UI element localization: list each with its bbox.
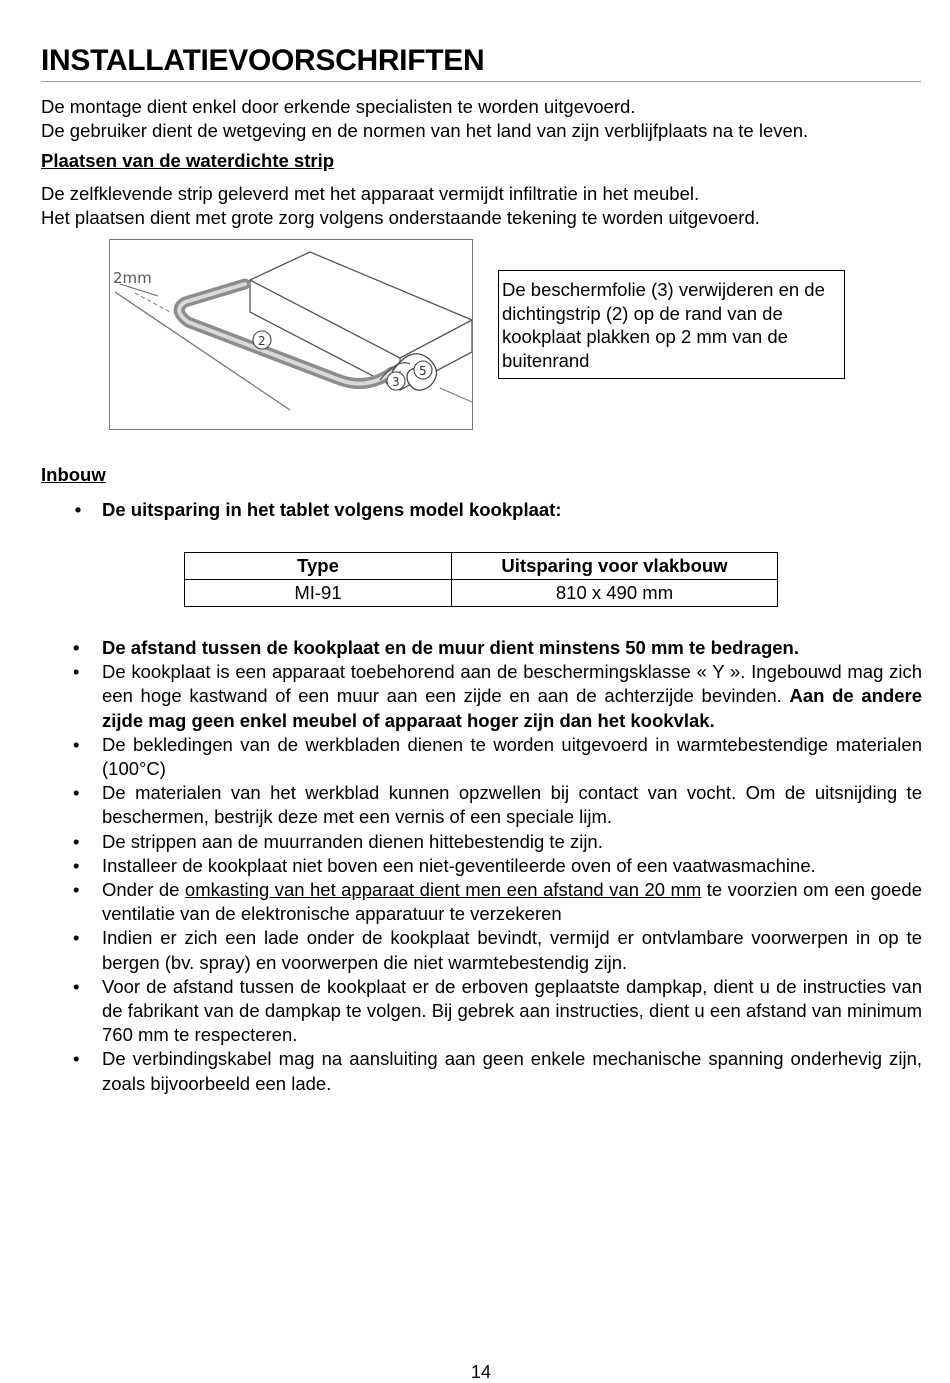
intro-line-2: De gebruiker dient de wetgeving en de normen van het land van zijn verblijfplaats na te leven. <box>41 120 809 141</box>
table-header-row <box>185 553 778 580</box>
list-item: • Indien er zich een lade onder de kookplaat bevindt, vermijd er ontvlambare voorwerpen in op te bergen (bv. spray) en voorwerpen die niet warmtebestendig zijn. <box>70 926 922 974</box>
table-row <box>185 580 778 607</box>
inbouw-heading: Inbouw <box>41 464 106 485</box>
page-number: 14 <box>470 1362 492 1382</box>
list-item <box>70 878 922 926</box>
strip-line-2: Het plaatsen dient met grote zorg volgens onderstaande tekening te worden uitgevoerd. <box>41 207 760 228</box>
label-2: 2 <box>258 334 266 348</box>
bullet-underlined-text: omkasting van het apparaat dient men een afstand van 20 mm <box>184 879 702 901</box>
lead-bullet <box>70 498 922 522</box>
strip-drawing <box>110 240 472 429</box>
lead-bullet-text: De uitsparing in het tablet volgens model kookplaat: <box>102 499 562 520</box>
strip-paragraph <box>41 182 921 230</box>
table-header-cutout: Uitsparing voor vlakbouw <box>452 553 778 580</box>
cutout-table <box>184 552 778 607</box>
strip-callout: De beschermfolie (3) verwijderen en de dichtingstrip (2) op de rand van de kookplaat plakken op 2 mm van de buitenrand <box>498 270 845 379</box>
bullet-dot: • <box>74 499 82 520</box>
strip-illustration <box>109 239 473 430</box>
installation-bullets <box>70 636 922 1096</box>
label-3: 3 <box>392 375 400 389</box>
strip-heading: Plaatsen van de waterdichte strip <box>41 150 335 171</box>
list-item: • De afstand tussen de kookplaat en de muur dient minstens 50 mm te bedragen. <box>70 636 922 660</box>
intro-paragraph <box>41 95 921 143</box>
table-header-type: Type <box>185 553 452 580</box>
bullet-text: De kookplaat is een apparaat toebehorend aan de beschermingsklasse « Y ». Ingebouwd mag zich een hoge kastwand of een muur aan een zijde en aan de achterzijde bevinden. <box>102 661 922 707</box>
bullet-bold-text: Aan de andere zijde mag geen enkel meubel of apparaat hoger zijn dan het kookvlak. <box>102 685 922 731</box>
list-item: • De verbindingskabel mag na aansluiting aan geen enkele mechanische spanning onderhevig zijn, zoals bijvoorbeeld een lade. <box>70 1047 922 1095</box>
table-cell-cutout: 810 x 490 mm <box>452 580 778 607</box>
list-item: • De strippen aan de muurranden dienen hittebestendig te zijn. <box>70 830 922 854</box>
list-item: • De bekledingen van de werkbladen dienen te worden uitgevoerd in warmtebestendige materialen (100°C) <box>70 733 922 781</box>
label-5: 5 <box>419 364 427 378</box>
list-item: • De materialen van het werkblad kunnen opzwellen bij contact van vocht. Om de uitsnijding te beschermen, bestrijk deze met een vernis of een speciale lijm. <box>70 781 922 829</box>
strip-line-1: De zelfklevende strip geleverd met het apparaat vermijdt infiltratie in het meubel. <box>41 183 700 204</box>
bullet-text: Onder de <box>102 879 185 901</box>
page-title: INSTALLATIEVOORSCHRIFTEN <box>41 44 921 82</box>
intro-line-1: De montage dient enkel door erkende specialisten te worden uitgevoerd. <box>41 96 636 117</box>
list-item: • Installeer de kookplaat niet boven een niet-geventileerde oven of een vaatwasmachine. <box>70 854 922 878</box>
bullet-text: te voorzien om een goede ventilatie van de elektronische apparatuur te verzekeren <box>102 879 922 925</box>
dimension-label: 2mm <box>113 269 152 287</box>
list-item <box>70 660 922 733</box>
list-item: • Voor de afstand tussen de kookplaat er de erboven geplaatste dampkap, dient u de instructies van de fabrikant van de dampkap te volgen. Bij gebrek aan instructies, dient u een afstand van minimum 760 mm te respecteren. <box>70 975 922 1048</box>
table-cell-type: MI-91 <box>185 580 452 607</box>
